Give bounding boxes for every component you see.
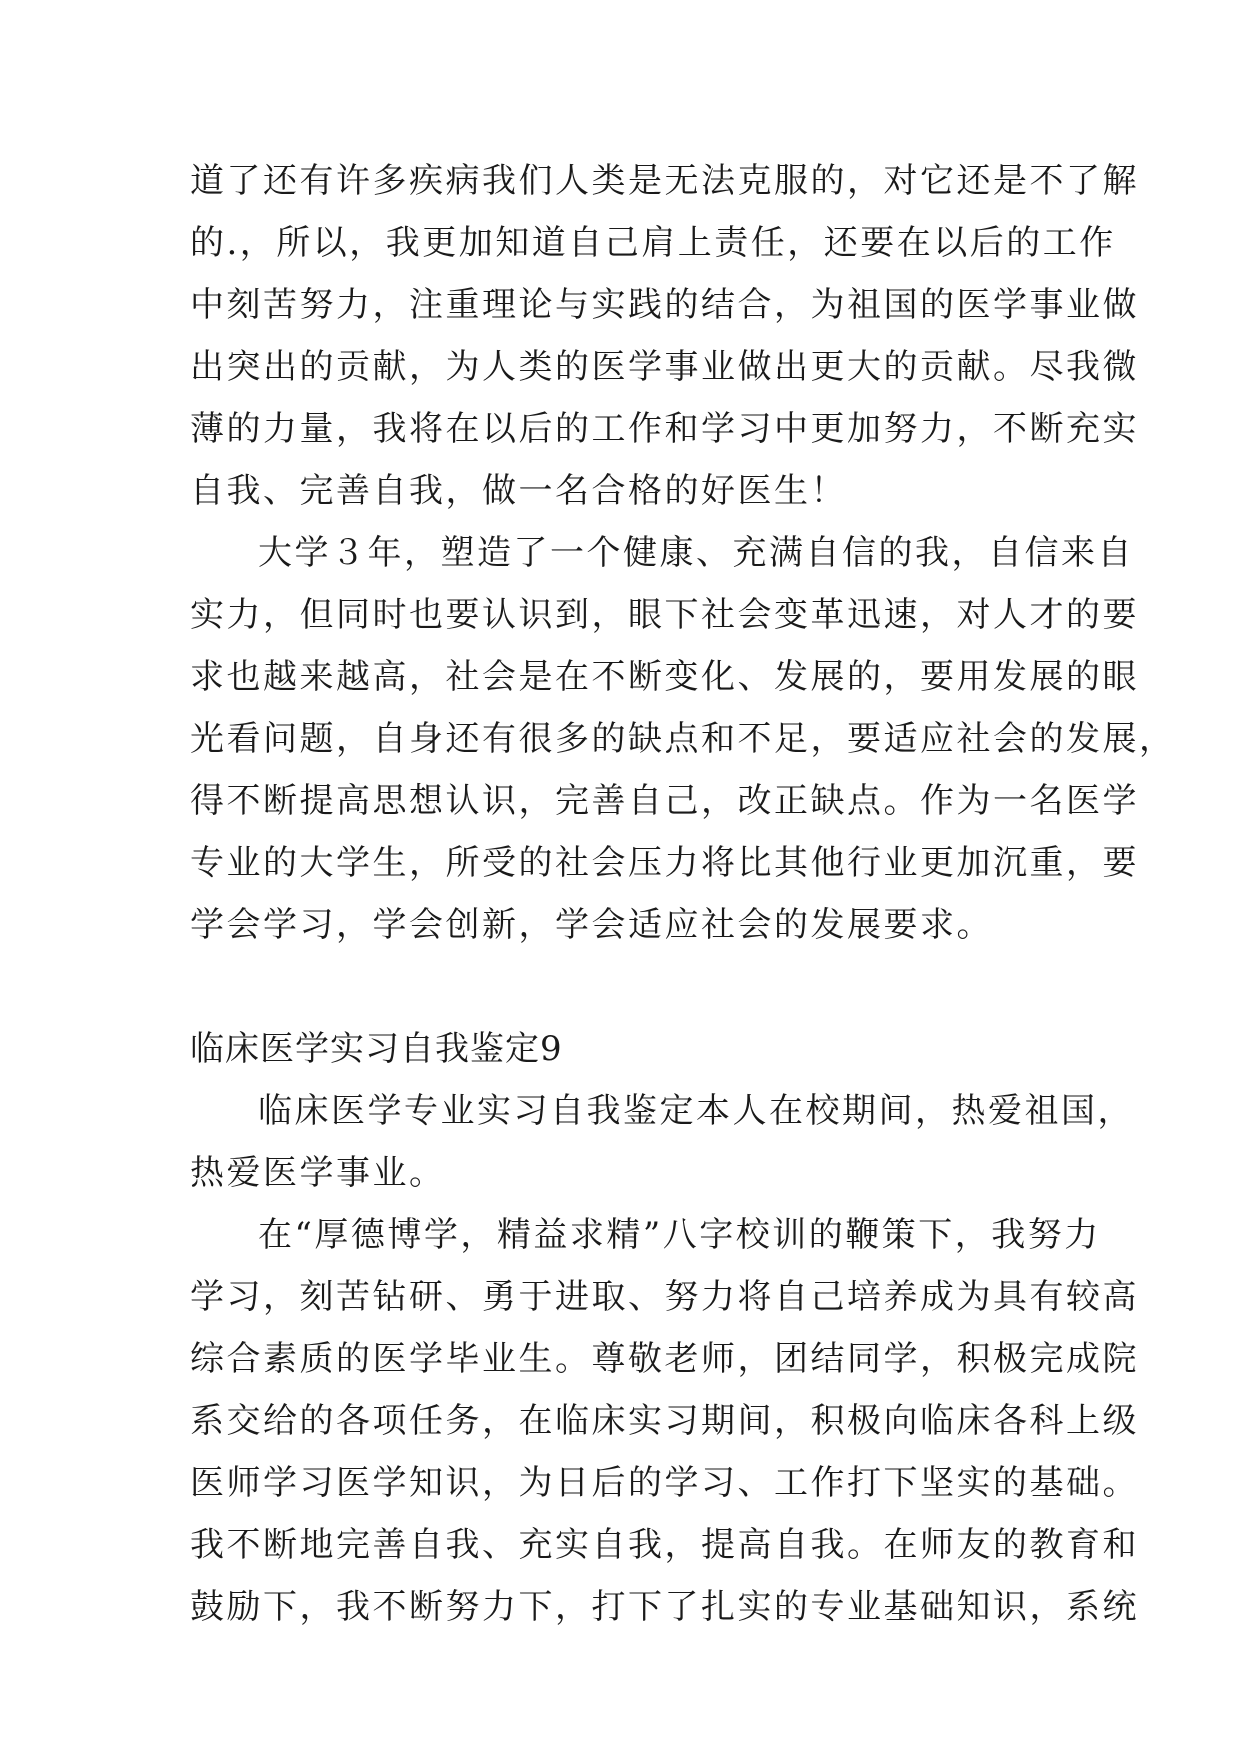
text-line: 系交给的各项任务，在临床实习期间，积极向临床各科上级: [190, 1401, 1139, 1441]
text-line: 道了还有许多疾病我们人类是无法克服的，对它还是不了解: [190, 161, 1139, 201]
text-line: 薄的力量，我将在以后的工作和学习中更加努力，不断充实: [190, 409, 1139, 449]
section-spacer: [190, 956, 1070, 1018]
text-line: 自我、完善自我，做一名合格的好医生！: [190, 471, 847, 511]
text-line: 出突出的贡献，为人类的医学事业做出更大的贡献。尽我微: [190, 347, 1139, 387]
paragraph-university-years: [190, 522, 1176, 956]
text-line: 综合素质的医学毕业生。尊敬老师，团结同学，积极完成院: [190, 1339, 1139, 1379]
document-body: [190, 150, 1176, 1638]
text-line: 求也越来越高，社会是在不断变化、发展的，要用发展的眼: [190, 657, 1139, 697]
paragraph-conclusion-continued: [190, 150, 1139, 522]
text-line: 临床医学专业实习自我鉴定本人在校期间，热爱祖国，: [258, 1091, 1134, 1131]
text-line: 热爱医学事业。: [190, 1153, 446, 1193]
text-line: 大学３年，塑造了一个健康、充满自信的我，自信来自: [258, 533, 1134, 573]
text-line: 我不断地完善自我、充实自我，提高自我。在师友的教育和: [190, 1525, 1139, 1565]
text-line: 在“厚德博学，精益求精”八字校训的鞭策下，我努力: [258, 1215, 1101, 1255]
text-line: 得不断提高思想认识，完善自己，改正缺点。作为一名医学: [190, 781, 1139, 821]
paragraph-school-motto: [190, 1204, 1139, 1638]
text-line: 实力，但同时也要认识到，眼下社会变革迅速，对人才的要: [190, 595, 1139, 635]
paragraph-intro: [190, 1080, 1134, 1204]
text-line: 学习，刻苦钻研、勇于进取、努力将自己培养成为具有较高: [190, 1277, 1139, 1317]
text-line: 中刻苦努力，注重理论与实践的结合，为祖国的医学事业做: [190, 285, 1139, 325]
text-line: 专业的大学生，所受的社会压力将比其他行业更加沉重，要: [190, 843, 1139, 883]
text-line: 医师学习医学知识，为日后的学习、工作打下坚实的基础。: [190, 1463, 1139, 1503]
text-line: 鼓励下，我不断努力下，打下了扎实的专业基础知识，系统: [190, 1587, 1139, 1627]
text-line: 学会学习，学会创新，学会适应社会的发展要求。: [190, 905, 993, 945]
text-line: 光看问题，自身还有很多的缺点和不足，要适应社会的发展，: [190, 719, 1176, 759]
section-heading: 临床医学实习自我鉴定9: [190, 1029, 563, 1069]
text-line: 的.，所以，我更加知道自己肩上责任，还要在以后的工作: [190, 223, 1116, 263]
